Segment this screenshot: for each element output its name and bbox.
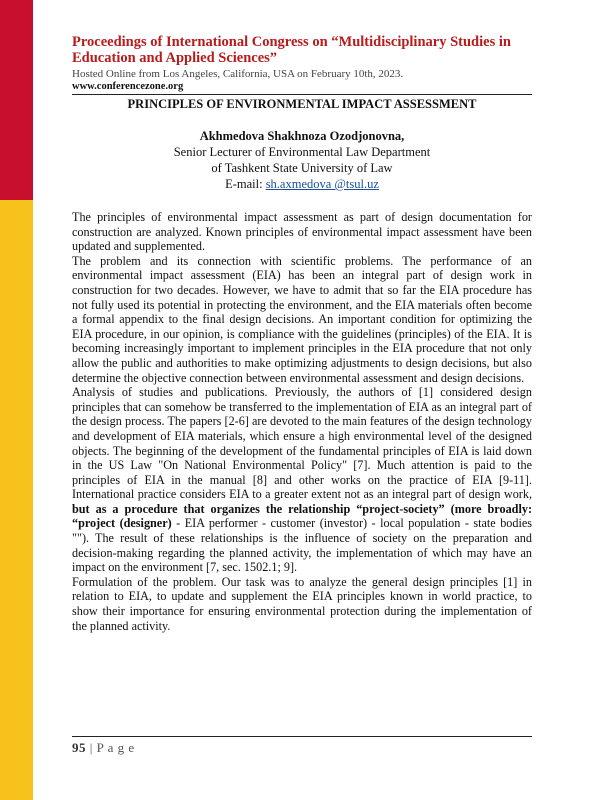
analysis-text-c: - EIA performer - customer (investor) - local population - state bodies ""). The result of these relationships is the influence of society on the preparation and decision-making regarding the planned activity, the implementation of which may have an impact on the environment [7, sec. 1502.1; 9]. [72,516,533,575]
problem-paragraph: The problem and its connection with scientific problems. The performance of an environmental impact assessment (EIA) has been an integral part of design work in construction for two decades. However, we have to admit that so far the EIA procedure has not fully used its potential in protecting the environment, and the EIA materials often become a formal appendix to the final design decisions. An important condition for optimizing the EIA procedure, in our opinion, is compliance with the guidelines (principles) of the EIA. It is becoming increasingly important to implement principles in the EIA procedure that not only allow the public and authorities to make optimizing adjustments to design decisions, but also determine the objective connection between environmental assessment and design decisions. [72,253,532,385]
page-content [72,34,532,633]
email-line [72,176,532,192]
abstract-paragraph: The principles of environmental impact assessment as part of design documentation for construction are analyzed. Known principles of environmental impact assessment have been updated and supplemented. [72,210,532,254]
analysis-text-bold: but as a procedure that organizes the relationship “project-society” (more broadly: “project (designer) [72,501,532,531]
website-link[interactable]: www.conferencezone.org [72,81,184,92]
affiliation-line-1: Senior Lecturer of Environmental Law Department [173,145,431,159]
page-number-value: 95 [72,740,86,755]
page-footer [72,736,532,756]
left-yellow-bar [0,200,33,800]
analysis-text-a: Analysis of studies and publications. Previously, the authors of [1] considered design principles that can somehow be transferred to the implementation of EIA as an integral part of the design process. The papers [2-6] are devoted to the main features of the design technology and development of EIA materials, which ensure a high environmental level of the designed objects. The beginning of the development of the fundamental principles of EIA is laid down in the US Law "On National Environmental Policy" [7]. Much attention is paid to the principles of EIA in the manual [8] and other works on the practice of EIA [9-11]. International practice considers EIA to a greater extent not as an integral part of design work, [72,385,532,502]
analysis-paragraph [72,385,532,575]
hosted-line: Hosted Online from Los Angeles, California, USA on February 10th, 2023. [72,68,404,80]
author-block [72,128,532,192]
affiliation-line-2: of Tashkent State University of Law [211,161,393,175]
left-red-bar [0,0,33,200]
footer-divider [72,736,532,737]
email-label: E-mail: [225,177,266,191]
page-label: | P a g e [86,740,135,755]
header-divider [72,94,532,95]
paper-title: PRINCIPLES OF ENVIRONMENTAL IMPACT ASSESSMENT [127,97,477,111]
page-number [72,740,532,756]
email-link[interactable]: sh.axmedova @tsul.uz [265,177,379,191]
formulation-paragraph: Formulation of the problem. Our task was to analyze the general design principles [1] in relation to EIA, to update and supplement the EIA principles known in world practice, to show their importance for ensuring environmental protection during the implementation of the planned activity. [72,574,532,633]
article-body [72,210,532,633]
author-name: Akhmedova Shakhnoza Ozodjonovna, [199,129,405,143]
proceedings-title: Proceedings of International Congress on “Multidisciplinary Studies in Education and Applied Sciences” [72,34,511,66]
